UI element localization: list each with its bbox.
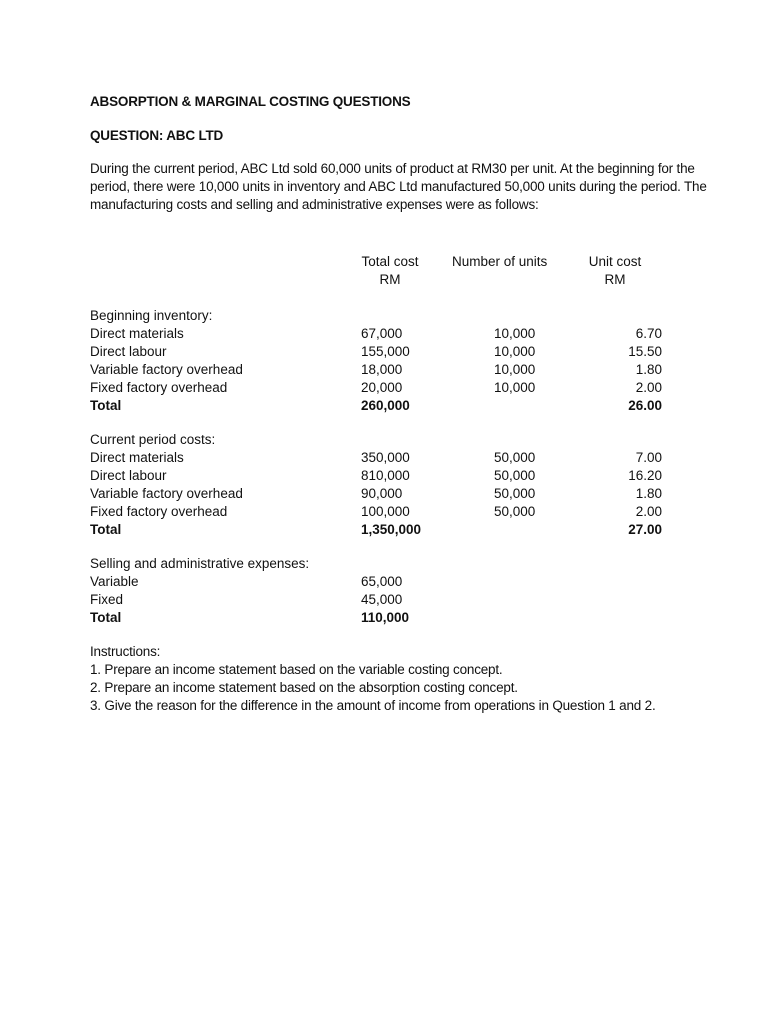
section-heading: Selling and administrative expenses:: [90, 556, 310, 571]
row-total-cost: 350,000: [361, 450, 410, 465]
row-units: 50,000: [494, 450, 536, 465]
section-heading: Beginning inventory:: [90, 308, 213, 323]
instruction-item: 3. Give the reason for the difference in the amount of income from operations in Question 1 and 2.: [90, 698, 656, 713]
row-label: Total: [90, 522, 122, 537]
instructions: [90, 643, 656, 715]
table-row: [90, 467, 690, 485]
row-unit-cost: 6.70: [635, 326, 662, 341]
row-total-cost: 100,000: [361, 504, 410, 519]
column-header-currency: RM: [604, 272, 626, 287]
row-label: Total: [90, 398, 122, 413]
beginning-inventory-section: [90, 307, 690, 415]
row-units: 50,000: [494, 486, 536, 501]
total-row: [90, 521, 690, 539]
row-label: Variable factory overhead: [90, 486, 243, 501]
instruction-item: 2. Prepare an income statement based on the absorption costing concept.: [90, 680, 518, 695]
row-total-cost: 18,000: [361, 362, 403, 377]
row-total-cost: 810,000: [361, 468, 410, 483]
row-unit-cost: 2.00: [635, 380, 662, 395]
row-unit-cost: 16.20: [628, 468, 662, 483]
column-header-currency: RM: [379, 272, 401, 287]
column-header-label: Unit cost: [588, 254, 642, 269]
table-row: [90, 361, 690, 379]
intro-line: period, there were 10,000 units in inventory and ABC Ltd manufactured 50,000 units during the period. The: [90, 179, 707, 194]
total-row: [90, 397, 690, 415]
column-header-label: Total cost: [361, 254, 419, 269]
row-label: Fixed factory overhead: [90, 380, 228, 395]
row-label: Direct labour: [90, 468, 167, 483]
row-label: Direct materials: [90, 450, 184, 465]
row-unit-cost: 2.00: [635, 504, 662, 519]
instructions-heading: Instructions:: [90, 644, 161, 659]
table-row: [90, 325, 690, 343]
row-units: 10,000: [494, 326, 536, 341]
row-total-cost: 90,000: [361, 486, 403, 501]
intro-line: manufacturing costs and selling and administrative expenses were as follows:: [90, 197, 539, 212]
table-row: [90, 379, 690, 397]
row-total-cost: 65,000: [361, 574, 403, 589]
column-header-number-of-units: [452, 253, 546, 271]
row-label: Direct labour: [90, 344, 167, 359]
row-unit-cost: 7.00: [635, 450, 662, 465]
row-total-cost: 20,000: [361, 380, 403, 395]
row-label: Direct materials: [90, 326, 184, 341]
row-unit-cost: 1.80: [635, 486, 662, 501]
row-units: 10,000: [494, 362, 536, 377]
row-total-cost: 1,350,000: [361, 522, 422, 537]
selling-admin-section: [90, 555, 690, 627]
table-row: [90, 591, 690, 609]
row-units: 10,000: [494, 380, 536, 395]
row-label: Fixed: [90, 592, 124, 607]
intro-line: During the current period, ABC Ltd sold 60,000 units of product at RM30 per unit. At the beginning for the: [90, 161, 695, 176]
total-row: [90, 609, 690, 627]
row-units: 50,000: [494, 504, 536, 519]
column-header-unit-cost: [586, 253, 644, 289]
row-total-cost: 260,000: [361, 398, 410, 413]
column-header-total-cost: [360, 253, 420, 289]
question-title: QUESTION: ABC LTD: [90, 128, 224, 143]
table-row: [90, 485, 690, 503]
row-total-cost: 45,000: [361, 592, 403, 607]
row-unit-cost: 26.00: [628, 398, 662, 413]
row-total-cost: 155,000: [361, 344, 410, 359]
row-label: Fixed factory overhead: [90, 504, 228, 519]
row-units: 50,000: [494, 468, 536, 483]
row-unit-cost: 15.50: [628, 344, 662, 359]
table-row: [90, 343, 690, 361]
row-unit-cost: 27.00: [628, 522, 662, 537]
row-label: Variable factory overhead: [90, 362, 243, 377]
row-total-cost: 110,000: [361, 610, 410, 625]
table-row: [90, 449, 690, 467]
row-total-cost: 67,000: [361, 326, 403, 341]
row-unit-cost: 1.80: [635, 362, 662, 377]
intro-paragraph: [90, 160, 707, 214]
row-label: Variable: [90, 574, 139, 589]
row-label: Total: [90, 610, 122, 625]
table-row: [90, 573, 690, 591]
document-title: ABSORPTION & MARGINAL COSTING QUESTIONS: [90, 94, 411, 109]
section-heading: Current period costs:: [90, 432, 216, 447]
current-period-section: [90, 431, 690, 539]
column-header-label: Number of units: [452, 254, 548, 269]
table-row: [90, 503, 690, 521]
instruction-item: 1. Prepare an income statement based on the variable costing concept.: [90, 662, 503, 677]
row-units: 10,000: [494, 344, 536, 359]
